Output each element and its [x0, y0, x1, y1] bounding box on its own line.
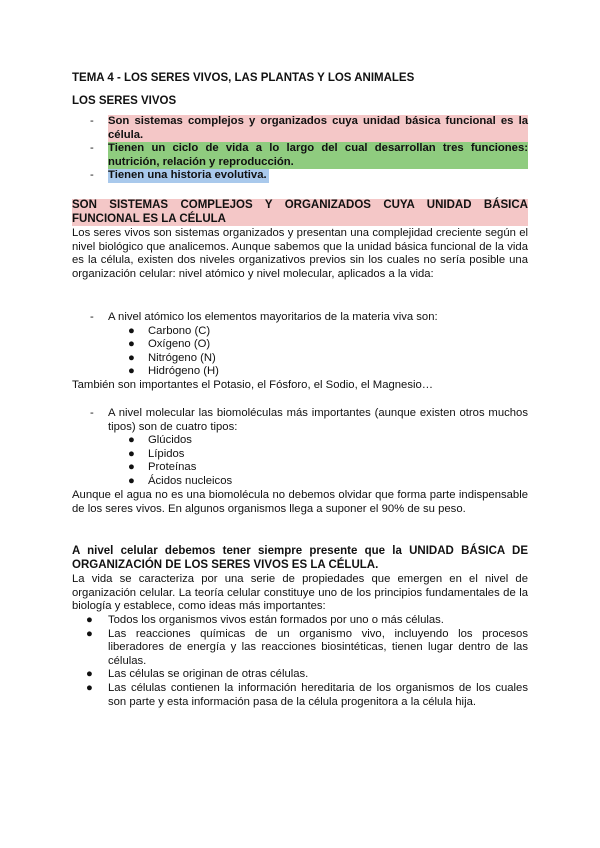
- dash-marker: -: [90, 169, 94, 182]
- bullet-marker: ●: [128, 474, 135, 487]
- bullet-marker: ●: [128, 434, 135, 447]
- element-text: Hidrógeno (H): [148, 365, 219, 378]
- bullet-marker: ●: [128, 447, 135, 460]
- element-text: Carbono (C): [148, 324, 211, 337]
- list-item-text: Todos los organismos vivos están formados por uno o más células.: [108, 614, 444, 626]
- element-item: [128, 352, 528, 366]
- bullet-marker: ●: [86, 668, 93, 681]
- atomic-level: [72, 311, 528, 379]
- biomolecule-text: Lípidos: [148, 447, 185, 460]
- biomolecule-text: Ácidos nucleicos: [148, 474, 233, 487]
- element-text: Nitrógeno (N): [148, 351, 216, 364]
- water-paragraph: Aunque el agua no es una biomolécula no debemos olvidar que forma parte indispensable de los seres vivos. En algunos organismos llega a suponer el 90% de su peso.: [72, 489, 528, 515]
- atomic-item: [72, 311, 528, 325]
- bullet-marker: ●: [128, 461, 135, 474]
- molecular-level: [72, 407, 528, 489]
- element-item: [128, 338, 528, 352]
- dash-marker: -: [90, 142, 94, 155]
- doc-title: TEMA 4 - LOS SERES VIVOS, LAS PLANTAS Y LOS ANIMALES: [72, 72, 415, 84]
- bullet-marker: ●: [128, 351, 135, 364]
- list-item: [72, 682, 528, 709]
- highlight-list: [72, 115, 528, 183]
- biomolecule-item: [128, 434, 528, 448]
- dash-marker: -: [90, 115, 94, 127]
- biomolecule-item: [128, 448, 528, 462]
- bullet-marker: ●: [86, 627, 93, 640]
- list-item: [72, 628, 528, 669]
- molecular-intro: A nivel molecular las biomoléculas más importantes (aunque existen otros muchos tipos) son de cuatro tipos:: [108, 407, 528, 433]
- bullet-marker: ●: [86, 681, 93, 694]
- element-item: [128, 325, 528, 339]
- list-item-text: Las células contienen la información hereditaria de los organismos de los cuales son parte y esta información pasa de la célula progenitora a la célula hija.: [108, 681, 528, 708]
- bullet-marker: ●: [86, 614, 93, 626]
- also-important: También son importantes el Potasio, el Fósforo, el Sodio, el Magnesio…: [72, 379, 434, 391]
- biomolecule-item: [128, 475, 528, 489]
- highlight-item-3: [72, 169, 528, 183]
- bullet-marker: ●: [128, 324, 135, 337]
- biomolecule-item: [128, 461, 528, 475]
- biomolecule-text: Proteínas: [148, 461, 197, 474]
- highlight-text-3: Tienen una historia evolutiva.: [108, 169, 267, 182]
- biomolecule-text: Glúcidos: [148, 434, 192, 447]
- list-item: [72, 614, 528, 628]
- section1-heading: SON SISTEMAS COMPLEJOS Y ORGANIZADOS CUYA UNIDAD BÁSICA FUNCIONAL ES LA CÉLULA: [72, 199, 528, 225]
- element-text: Oxígeno (O): [148, 338, 211, 351]
- highlight-item-2: [72, 142, 528, 169]
- molecular-item: [72, 407, 528, 434]
- highlight-item-1: [72, 115, 528, 142]
- list-item: [72, 668, 528, 682]
- highlight-text-1: Son sistemas complejos y organizados cuya unidad básica funcional es la célula.: [108, 115, 528, 141]
- element-item: [128, 365, 528, 379]
- atomic-intro: A nivel atómico los elementos mayoritarios de la materia viva son:: [108, 311, 438, 323]
- dash-marker: -: [90, 407, 94, 419]
- bullet-marker: ●: [128, 338, 135, 351]
- highlight-text-2: Tienen un ciclo de vida a lo largo del cual desarrollan tres funciones: nutrición, relación y reproducción.: [108, 142, 528, 168]
- section2-intro: La vida se caracteriza por una serie de propiedades que emergen en el nivel de organización celular. La teoría celular constituye uno de los principios fundamentales de la biología y establece, como ideas más importantes:: [72, 573, 528, 613]
- section2-heading: A nivel celular debemos tener siempre presente que la UNIDAD BÁSICA DE ORGANIZACIÓN DE LOS SERES VIVOS ES LA CÉLULA.: [72, 545, 528, 571]
- dash-marker: -: [90, 311, 94, 323]
- bullet-marker: ●: [128, 365, 135, 378]
- cell-theory-list: [72, 614, 528, 709]
- list-item-text: Las células se originan de otras células.: [108, 668, 309, 681]
- doc-subtitle: LOS SERES VIVOS: [72, 95, 177, 107]
- list-item-text: Las reacciones químicas de un organismo vivo, incluyendo los procesos liberadores de energía y las reacciones biosintéticas, tienen lugar dentro de las células.: [108, 627, 528, 667]
- section1-intro: Los seres vivos son sistemas organizados y presentan una complejidad creciente según el nivel biológico que analicemos. Aunque sabemos que la unidad básica funcional de la vida es la célula, existen dos niveles organizativos previos sin los cuales no sería posible una organización celular: nivel atómico y nivel molecular, aplicados a la vida:: [72, 227, 528, 280]
